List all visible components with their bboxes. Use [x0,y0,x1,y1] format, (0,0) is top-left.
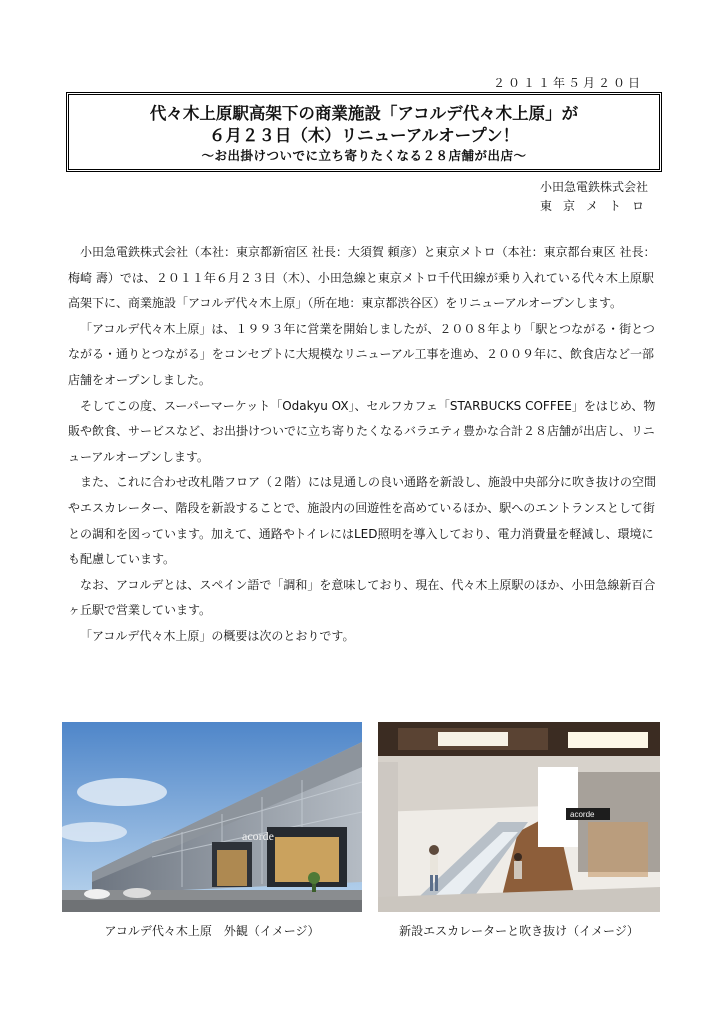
issuers [540,178,655,216]
issuer-odakyu: 小田急電鉄株式会社 [539,180,648,194]
paragraph-2: 「アコルデ代々木上原」は、１９９３年に営業を開始しましたが、２００８年より「駅とつながる・街とつながる・通りとつながる」をコンセプトに大規模なリニューアル工事を進め、２００９年に、飲食店など一部店舗をオープンしました。 [68,321,655,387]
storefront-sign: acorde [242,829,274,843]
paragraph-4: また、これに合わせ改札階フロア（２階）には見通しの良い通路を新設し、施設中央部分に吹き抜けの空間やエスカレーター、階段を新設することで、施設内の回遊性を高めているほか、駅へのエントランスとして街との調和を図っています。加えて、通路やトイレにはLED照明を導入しており、電力消費量を軽減し、環境にも配慮しています。 [68,475,657,567]
interior-sign: acorde [570,810,595,819]
title-line-1: 代々木上原駅高架下の商業施設「アコルデ代々木上原」が [149,104,579,123]
interior-photo [378,722,660,912]
title-line-2: ６月２３日（木）リニューアルオープン！ [208,126,520,145]
interior-caption: 新設エスカレーターと吹き抜け（イメージ） [399,924,639,938]
exterior-caption: アコルデ代々木上原 外観（イメージ） [104,924,320,938]
issuer-tokyo-metro: 東京メトロ [539,199,655,213]
exterior-photo [62,722,362,912]
release-date: ２０１１年５月２０日 [492,76,643,90]
paragraph-3: そしてこの度、スーパーマーケット「Odakyu OX」、セルフカフェ「STARBUCKS COFFEE」をはじめ、物販や飲食、サービスなど、お出掛けついでに立ち寄りたくなるバラエティ豊かな合計２８店舗が出店し、リニューアルオープンします。 [68,398,656,464]
paragraph-1: 小田急電鉄株式会社（本社：東京都新宿区 社長：大須賀 頼彦）と東京メトロ（本社：東京都台東区 社長：梅崎 壽）では、２０１１年６月２３日（木）、小田急線と東京メトロ千代田線が乗り入れている代々木上原駅高架下に、商業施設「アコルデ代々木上原」（所在地：東京都渋谷区）をリニューアルオープンします。 [68,245,656,311]
title-box [66,92,662,172]
title-subtitle: ～お出掛けついでに立ち寄りたくなる２８店舗が出店～ [201,148,527,163]
body-text [68,240,664,650]
photo-section [62,722,662,958]
paragraph-5: なお、アコルデとは、スペイン語で「調和」を意味しており、現在、代々木上原駅のほか、小田急線新百合ヶ丘駅で営業しています。 [68,577,656,618]
paragraph-6: 「アコルデ代々木上原」の概要は次のとおりです。 [80,628,355,643]
